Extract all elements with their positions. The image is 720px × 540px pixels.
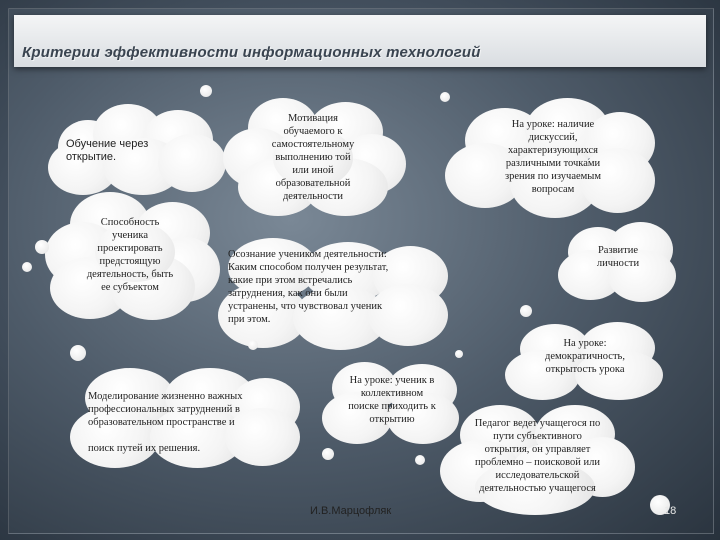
decor-bubble [455,350,463,358]
cloud-teacher-text: Педагог ведет учащегося по пути субъективного открытия, он управляет проблемно – поисковой или исследовательской деятельностью учащегося [474,418,601,494]
decor-bubble [322,448,334,460]
cloud-awareness [218,238,450,350]
decor-bubble [415,455,425,465]
decor-bubble [520,305,532,317]
decor-bubble [248,340,258,350]
slide-title: Критерии эффективности информационных технологий [22,44,481,61]
decor-bubble [70,345,86,361]
decor-bubble [440,92,450,102]
cloud-motivation-text: Мотивация обучаемого к самостоятельному выполнению той или иной образовательной деятельности [271,113,355,202]
cloud-ability-text: Способность ученика проектировать предстоящую деятельность, быть ее субъектом [86,217,174,293]
footer-author: И.В.Марцофляк [310,505,392,517]
cloud-personality [558,222,678,302]
cloud-motivation [218,98,408,216]
cloud-discussions-text: На уроке: наличие дискуссий, характеризующихся различными точками зрения по изучаемым вопросам [505,119,601,195]
decor-bubble [22,262,32,272]
cloud-modeling [70,368,300,468]
cloud-modeling-text: Моделирование жизненно важных профессиональных затруднений в образовательном пространстве и поиск путей их решения. [88,391,243,454]
page-number: 18 [664,505,677,517]
cloud-personality-text: Развитие личности [596,245,640,269]
cloud-teacher [440,405,635,515]
cloud-democracy-text: На уроке: демократичность, открытость урока [545,338,625,375]
cloud-open-learning-text: Обучение через открытие. [66,138,149,163]
cloud-awareness-text: Осознание учеником деятельности: Каким способом получен результат, какие при этом встречались затруднения, как они были устранены, что чувствовал ученик при этом. [228,249,389,325]
cloud-democracy [505,322,665,400]
decor-bubble [35,240,49,254]
cloud-collective-text: На уроке: ученик в коллективном поиске приходить к открытию [348,375,436,425]
cloud-open-learning [48,100,228,195]
decor-bubble [200,85,212,97]
cloud-ability [40,192,220,322]
cloud-discussions [445,98,657,218]
